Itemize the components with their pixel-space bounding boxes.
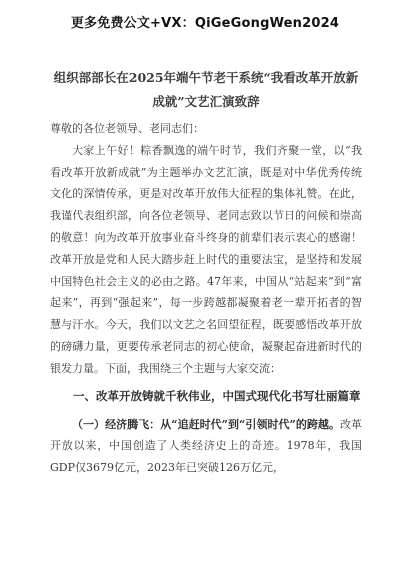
paragraph-intro: 大家上午好！粽香飘逸的端午时节，我们齐聚一堂，以“我看改革开放新成就”为主题举办文艺汇演，既是对中华优秀传统文化的深情传承，更是对改革开放伟大征程的集体礼赞。在此，我谨代表组织部，向各位老领导、老同志致以节日的问候和崇高的敬意！向为改革开放事业奋斗终身的前辈们表示衷心的感谢！改革开放是党和人民大踏步赶上时代的重要法宝，是坚持和发展中国特色社会主义的必由之路。47年来，中国从“站起来”到“富起来”，再到“强起来”，每一步跨越都凝聚着老一辈开拓者的智慧与汗水。今天，我们以文艺之名回望征程，既要感悟改革开放的磅礴力量，更要传承老同志的初心使命，凝聚起奋进新时代的银发力量。下面，我围绕三个主题与大家交流： <box>50 143 362 375</box>
section-heading: 一、改革开放铸就千秋伟业，中国式现代化书写壮丽篇章 <box>73 388 361 403</box>
salutation: 尊敬的各位老领导、老同志们： <box>50 122 204 135</box>
document-title: 组织部部长在2025年端午节老干系统“我看改革开放新成就”文艺汇演致辞 <box>53 70 359 109</box>
document-body <box>50 118 362 479</box>
subsection-heading: （一）经济腾飞：从“追赶时代”到“引领时代”的跨越。 <box>72 417 340 431</box>
subsection-paragraph <box>50 414 362 479</box>
subsection-text: 改革开放以来，中国创造了人类经济史上的奇迹。1978年，我国GDP仅3679亿元，2023年已突破126万亿元， <box>50 417 362 475</box>
promo-header: 更多免费公文+VX：QiGeGongWen2024 <box>70 16 340 31</box>
